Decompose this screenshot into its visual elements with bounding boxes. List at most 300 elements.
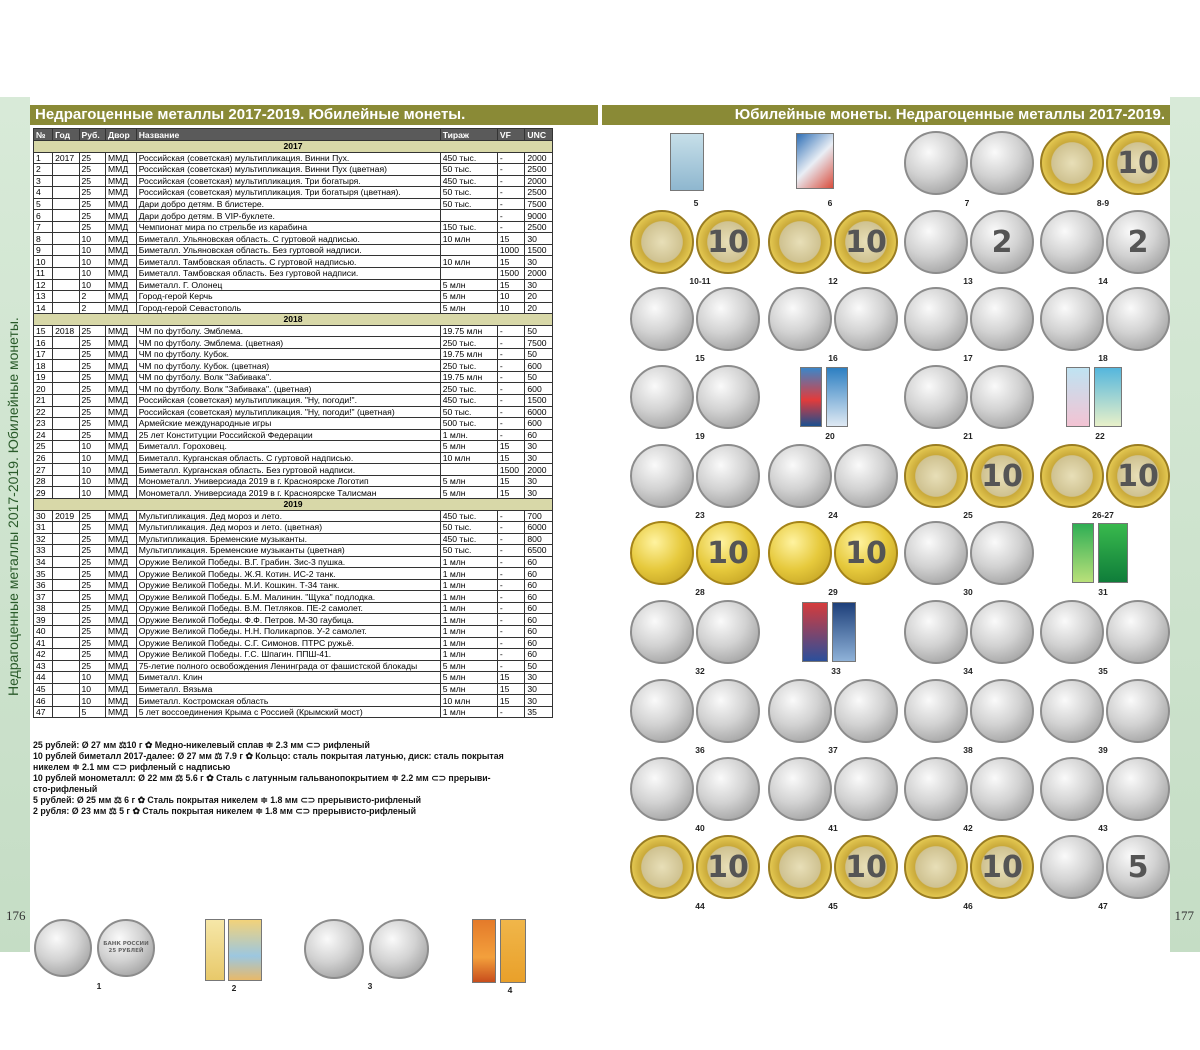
table-cell: - [497, 187, 525, 199]
table-cell: ММД [106, 325, 137, 337]
table-row [34, 706, 553, 718]
table-cell: Оружие Великой Победы. В.М. Петляков. ПЕ-2 самолет. [136, 602, 440, 614]
table-cell: 25 [79, 210, 105, 222]
table-cell: 16 [34, 337, 53, 349]
table-cell: - [497, 522, 525, 534]
right-page [600, 97, 1200, 952]
table-cell: Мультипликация. Бременские музыканты. [136, 533, 440, 545]
table-cell: 60 [525, 625, 553, 637]
table-row [34, 464, 553, 476]
table-cell: 15 [497, 279, 525, 291]
coin-10-11-reverse [696, 210, 760, 274]
figure-label: 2 [231, 983, 237, 993]
table-cell: 450 тыс. [440, 533, 497, 545]
table-cell: Российская (советская) мультипликация. Три богатыря. [136, 175, 440, 187]
figure-label: 42 [963, 823, 973, 833]
table-cell: Чемпионат мира по стрельбе из карабина [136, 221, 440, 233]
vip-booklet [796, 133, 834, 189]
table-cell: 2500 [525, 164, 553, 176]
table-cell: 5 лет воссоединения Крыма с Россией (Крымский мост) [136, 706, 440, 718]
table-row [34, 198, 553, 210]
coin-12-reverse [834, 210, 898, 274]
blister-pack [1066, 367, 1090, 427]
table-cell: 2 [34, 164, 53, 176]
table-cell: 10 [79, 475, 105, 487]
table-cell: 25 [79, 568, 105, 580]
figure-label: 14 [1098, 276, 1108, 286]
coin-10-11-obverse [630, 210, 694, 274]
table-cell: 5 млн [440, 302, 497, 314]
figure-label: 5 [693, 198, 699, 208]
table-cell [53, 637, 79, 649]
figure-label: 41 [828, 823, 838, 833]
table-cell: 1500 [497, 464, 525, 476]
table-cell: 25 [79, 556, 105, 568]
table-cell [53, 649, 79, 661]
colored-coin-card [228, 919, 262, 981]
table-cell [53, 660, 79, 672]
coin-14-reverse [1106, 210, 1170, 274]
table-cell: 30 [525, 683, 553, 695]
catalog-spread [0, 97, 1200, 995]
table-cell: ММД [106, 649, 137, 661]
coin-7-obverse [904, 131, 968, 195]
table-row [34, 221, 553, 233]
table-cell: - [497, 360, 525, 372]
table-cell [53, 556, 79, 568]
table-cell: 6000 [525, 406, 553, 418]
left-margin-strip [0, 97, 30, 952]
table-cell: - [497, 164, 525, 176]
table-cell: 10 млн [440, 233, 497, 245]
coin-47-obverse [1040, 835, 1104, 899]
coin-46-reverse [970, 835, 1034, 899]
table-cell: 19.75 млн [440, 325, 497, 337]
table-row [34, 187, 553, 199]
table-row [34, 152, 553, 164]
coin-39-reverse [1106, 679, 1170, 743]
year-section-row [34, 498, 553, 510]
spec-line: 25 рублей: Ø 27 мм ⚖10 г ✿ Медно-никелевый сплав ≑ 2.3 мм ⊂⊃ рифленый [33, 740, 370, 750]
coin-36-reverse [696, 679, 760, 743]
table-cell: 2000 [525, 268, 553, 280]
coin-13-obverse [904, 210, 968, 274]
table-cell [53, 475, 79, 487]
coin-29-reverse [834, 521, 898, 585]
figure-label: 29 [828, 587, 838, 597]
table-cell: ММД [106, 337, 137, 349]
table-cell: 30 [525, 233, 553, 245]
table-cell: Дари добро детям. В VIP-буклете. [136, 210, 440, 222]
coin-34-reverse [970, 600, 1034, 664]
table-cell: 25 [79, 395, 105, 407]
coin-16-reverse [834, 287, 898, 351]
table-cell: ММД [106, 175, 137, 187]
table-cell: 50 тыс. [440, 198, 497, 210]
table-cell: 10 [79, 279, 105, 291]
side-title: Недрагоценные металлы 2017-2019. Юбилейные монеты. [5, 317, 21, 697]
table-cell: ММД [106, 406, 137, 418]
table-cell: Биметалл. Г. Олонец [136, 279, 440, 291]
table-cell: 450 тыс. [440, 510, 497, 522]
table-cell: 30 [525, 672, 553, 684]
table-cell: 25 [79, 175, 105, 187]
blister-pack [832, 602, 856, 662]
table-row [34, 175, 553, 187]
coin-26-27-reverse [1106, 444, 1170, 508]
table-cell: 15 [497, 441, 525, 453]
left-page [0, 97, 600, 995]
table-cell: ММД [106, 371, 137, 383]
table-cell: 17 [34, 348, 53, 360]
table-cell: Биметалл. Ульяновская область. С гуртовой надписью. [136, 233, 440, 245]
coin-fig-1-reverse [97, 919, 155, 977]
table-cell: 2019 [53, 510, 79, 522]
figure-label: 6 [827, 198, 833, 208]
table-cell: 25 [79, 371, 105, 383]
table-cell: Биметалл. Клин [136, 672, 440, 684]
table-cell: 10 [79, 441, 105, 453]
coin-34-obverse [904, 600, 968, 664]
table-cell: ММД [106, 464, 137, 476]
table-cell: 50 тыс. [440, 164, 497, 176]
table-cell: 30 [525, 487, 553, 499]
coin-denomination: 5 [1127, 849, 1149, 885]
table-cell: 18 [34, 360, 53, 372]
table-cell: 50 [525, 371, 553, 383]
table-cell: ММД [106, 221, 137, 233]
table-cell: 25 [79, 510, 105, 522]
table-cell: 10 [79, 452, 105, 464]
table-cell: 250 тыс. [440, 360, 497, 372]
table-cell [53, 452, 79, 464]
table-cell: 19 [34, 371, 53, 383]
table-cell: 25 [34, 441, 53, 453]
table-row [34, 337, 553, 349]
table-cell [440, 268, 497, 280]
coin-32-reverse [696, 600, 760, 664]
table-row [34, 395, 553, 407]
table-cell: 1 млн [440, 556, 497, 568]
table-row [34, 302, 553, 314]
coin-32-obverse [630, 600, 694, 664]
table-cell: ММД [106, 244, 137, 256]
table-cell: 150 тыс. [440, 221, 497, 233]
table-row [34, 441, 553, 453]
table-cell [53, 706, 79, 718]
table-cell: 6000 [525, 522, 553, 534]
table-cell: 2500 [525, 187, 553, 199]
column-header: VF [497, 129, 525, 141]
table-cell: 1 млн [440, 602, 497, 614]
table-cell: 39 [34, 614, 53, 626]
figure-label: 8-9 [1096, 198, 1110, 208]
coin-24-obverse [768, 444, 832, 508]
table-cell: 2000 [525, 175, 553, 187]
spec-line: 2 рубля: Ø 23 мм ⚖ 5 г ✿ Сталь покрытая никелем ≑ 1.8 мм ⊂⊃ прерывисто-рифленый [33, 806, 416, 816]
figure-label: 3 [367, 981, 373, 991]
coin-38-obverse [904, 679, 968, 743]
table-cell: 25 [79, 614, 105, 626]
table-cell: 7500 [525, 198, 553, 210]
table-cell: Биметалл. Курганская область. Без гуртовой надписи. [136, 464, 440, 476]
column-header: UNC [525, 129, 553, 141]
table-cell: 600 [525, 418, 553, 430]
table-cell: 45 [34, 683, 53, 695]
coin-25-reverse [970, 444, 1034, 508]
table-row [34, 210, 553, 222]
coin-23-obverse [630, 444, 694, 508]
table-cell: ММД [106, 695, 137, 707]
table-cell: ММД [106, 522, 137, 534]
table-cell: 700 [525, 510, 553, 522]
table-cell: 15 [497, 695, 525, 707]
figure-label: 12 [828, 276, 838, 286]
figure-label: 43 [1098, 823, 1108, 833]
table-cell: 30 [525, 441, 553, 453]
table-row [34, 649, 553, 661]
coin-44-obverse [630, 835, 694, 899]
table-cell: Оружие Великой Победы. Ф.Ф. Петров. М-30 гаубица. [136, 614, 440, 626]
coin-37-reverse [834, 679, 898, 743]
table-row [34, 695, 553, 707]
table-cell: - [497, 325, 525, 337]
table-cell: 1 млн [440, 649, 497, 661]
table-cell: - [497, 533, 525, 545]
table-cell: 50 [525, 348, 553, 360]
table-cell: 15 [497, 256, 525, 268]
table-cell [53, 360, 79, 372]
table-cell: ММД [106, 545, 137, 557]
table-cell: 19.75 млн [440, 348, 497, 360]
table-cell: 50 тыс. [440, 406, 497, 418]
table-cell: 25 [79, 383, 105, 395]
table-cell: 60 [525, 602, 553, 614]
table-row [34, 602, 553, 614]
table-cell [53, 268, 79, 280]
coin-value-text: 25 РУБЛЕЙ [108, 948, 144, 954]
figure-label: 46 [963, 901, 973, 911]
coin-42-reverse [970, 757, 1034, 821]
coin-13-reverse [970, 210, 1034, 274]
coin-14-obverse [1040, 210, 1104, 274]
table-row [34, 545, 553, 557]
table-cell [53, 545, 79, 557]
table-cell [53, 164, 79, 176]
table-cell: ММД [106, 579, 137, 591]
table-cell: - [497, 649, 525, 661]
table-cell: ЧМ по футболу. Волк "Забивака". [136, 371, 440, 383]
table-row [34, 660, 553, 672]
table-cell [53, 695, 79, 707]
table-cell: ММД [106, 475, 137, 487]
table-cell: 32 [34, 533, 53, 545]
table-cell: 50 тыс. [440, 545, 497, 557]
figure-label: 17 [963, 353, 973, 363]
blister-pack [1072, 523, 1094, 583]
specifications [33, 740, 573, 817]
table-cell: ММД [106, 556, 137, 568]
coin-40-reverse [696, 757, 760, 821]
colored-coin-blister [472, 919, 496, 983]
table-cell: ММД [106, 198, 137, 210]
table-cell: 50 тыс. [440, 522, 497, 534]
table-cell: 60 [525, 568, 553, 580]
table-cell: ММД [106, 233, 137, 245]
table-cell: ЧМ по футболу. Эмблема. (цветная) [136, 337, 440, 349]
page-number-right: 177 [1174, 908, 1194, 923]
table-cell: ММД [106, 568, 137, 580]
table-cell: 25 [79, 325, 105, 337]
table-cell: ММД [106, 291, 137, 303]
coin-denomination: 10 [707, 535, 749, 571]
table-cell: 47 [34, 706, 53, 718]
figure-label: 33 [831, 666, 841, 676]
year-heading: 2019 [34, 498, 553, 510]
catalog-table [33, 128, 553, 718]
table-cell: ММД [106, 210, 137, 222]
table-cell: - [497, 625, 525, 637]
table-cell: 1 млн [440, 706, 497, 718]
coin-7-reverse [970, 131, 1034, 195]
table-cell [440, 244, 497, 256]
table-cell: 30 [525, 452, 553, 464]
table-row [34, 268, 553, 280]
coin-denomination: 2 [991, 224, 1013, 260]
table-cell: - [497, 152, 525, 164]
table-cell: 7 [34, 221, 53, 233]
table-cell: 10 [79, 244, 105, 256]
table-cell: 30 [525, 475, 553, 487]
table-cell: 8 [34, 233, 53, 245]
table-cell: 2 [79, 291, 105, 303]
spec-line: сто-рифленый [33, 784, 98, 794]
table-cell: 600 [525, 360, 553, 372]
table-cell: - [497, 198, 525, 210]
coin-43-reverse [1106, 757, 1170, 821]
table-cell: 34 [34, 556, 53, 568]
table-cell: 450 тыс. [440, 152, 497, 164]
table-cell: 5 млн [440, 672, 497, 684]
table-cell: - [497, 395, 525, 407]
table-cell: ММД [106, 429, 137, 441]
coin-28-obverse [630, 521, 694, 585]
coin-16-obverse [768, 287, 832, 351]
table-cell: Российская (советская) мультипликация. Винни Пух (цветная) [136, 164, 440, 176]
table-cell: Биметалл. Курганская область. С гуртовой надписью. [136, 452, 440, 464]
table-cell: ММД [106, 268, 137, 280]
table-cell: 25 [79, 337, 105, 349]
table-cell: - [497, 429, 525, 441]
table-cell: 3 [34, 175, 53, 187]
column-header: Руб. [79, 129, 105, 141]
figure-label: 26-27 [1092, 510, 1114, 520]
table-cell [53, 210, 79, 222]
table-cell: 20 [525, 302, 553, 314]
coin-15-obverse [630, 287, 694, 351]
blister-pack [826, 367, 848, 427]
table-cell [53, 291, 79, 303]
table-cell: 41 [34, 637, 53, 649]
blister-pack [1094, 367, 1122, 427]
column-header: Название [136, 129, 440, 141]
coin-denomination: 10 [845, 224, 887, 260]
table-cell [53, 175, 79, 187]
table-cell: 600 [525, 383, 553, 395]
table-row [34, 579, 553, 591]
table-cell: Российская (советская) мультипликация. Три богатыря (цветная). [136, 187, 440, 199]
column-header: Двор [106, 129, 137, 141]
table-cell: 11 [34, 268, 53, 280]
table-row [34, 233, 553, 245]
coin-8-9-obverse [1040, 131, 1104, 195]
table-cell: ММД [106, 637, 137, 649]
table-cell: 35 [525, 706, 553, 718]
column-header: № [34, 129, 53, 141]
table-cell: 2000 [525, 152, 553, 164]
table-cell: 35 [34, 568, 53, 580]
blister-pack [1098, 523, 1128, 583]
table-cell: 12 [34, 279, 53, 291]
table-cell [53, 302, 79, 314]
table-cell: 15 [497, 475, 525, 487]
table-cell: 10 [79, 268, 105, 280]
table-cell: ММД [106, 602, 137, 614]
table-row [34, 291, 553, 303]
figure-label: 36 [695, 745, 705, 755]
figure-label: 38 [963, 745, 973, 755]
table-cell: 25 [79, 637, 105, 649]
table-cell: 15 [497, 487, 525, 499]
table-cell: ММД [106, 614, 137, 626]
figure-label: 39 [1098, 745, 1108, 755]
table-cell: 60 [525, 556, 553, 568]
coin-denomination: 10 [1117, 458, 1159, 494]
table-row [34, 637, 553, 649]
table-cell: - [497, 406, 525, 418]
figure-label: 25 [963, 510, 973, 520]
page-header-right: Юбилейные монеты. Недрагоценные металлы 2017-2019. [602, 105, 1170, 125]
table-cell: 46 [34, 695, 53, 707]
table-cell: 60 [525, 649, 553, 661]
table-cell: Монометалл. Универсиада 2019 в г. Красноярске Логотип [136, 475, 440, 487]
coin-denomination: 10 [707, 849, 749, 885]
coin-42-obverse [904, 757, 968, 821]
coin-12-obverse [768, 210, 832, 274]
table-cell: 5 млн [440, 441, 497, 453]
table-cell: 21 [34, 395, 53, 407]
table-header-row [34, 129, 553, 141]
table-cell: ММД [106, 418, 137, 430]
table-cell: ММД [106, 683, 137, 695]
table-cell: 25 [79, 348, 105, 360]
coin-35-reverse [1106, 600, 1170, 664]
table-cell: - [497, 545, 525, 557]
table-cell: 25 [79, 660, 105, 672]
coin-45-obverse [768, 835, 832, 899]
figure-label: 7 [964, 198, 970, 208]
coin-35-obverse [1040, 600, 1104, 664]
table-cell: ММД [106, 395, 137, 407]
table-cell: ММД [106, 152, 137, 164]
table-cell: Биметалл. Вязьма [136, 683, 440, 695]
table-cell: 10 [79, 233, 105, 245]
table-cell: Оружие Великой Победы. Г.С. Шпагин. ППШ-41. [136, 649, 440, 661]
table-row [34, 383, 553, 395]
table-cell: 15 [497, 683, 525, 695]
table-row [34, 683, 553, 695]
coin-44-reverse [696, 835, 760, 899]
